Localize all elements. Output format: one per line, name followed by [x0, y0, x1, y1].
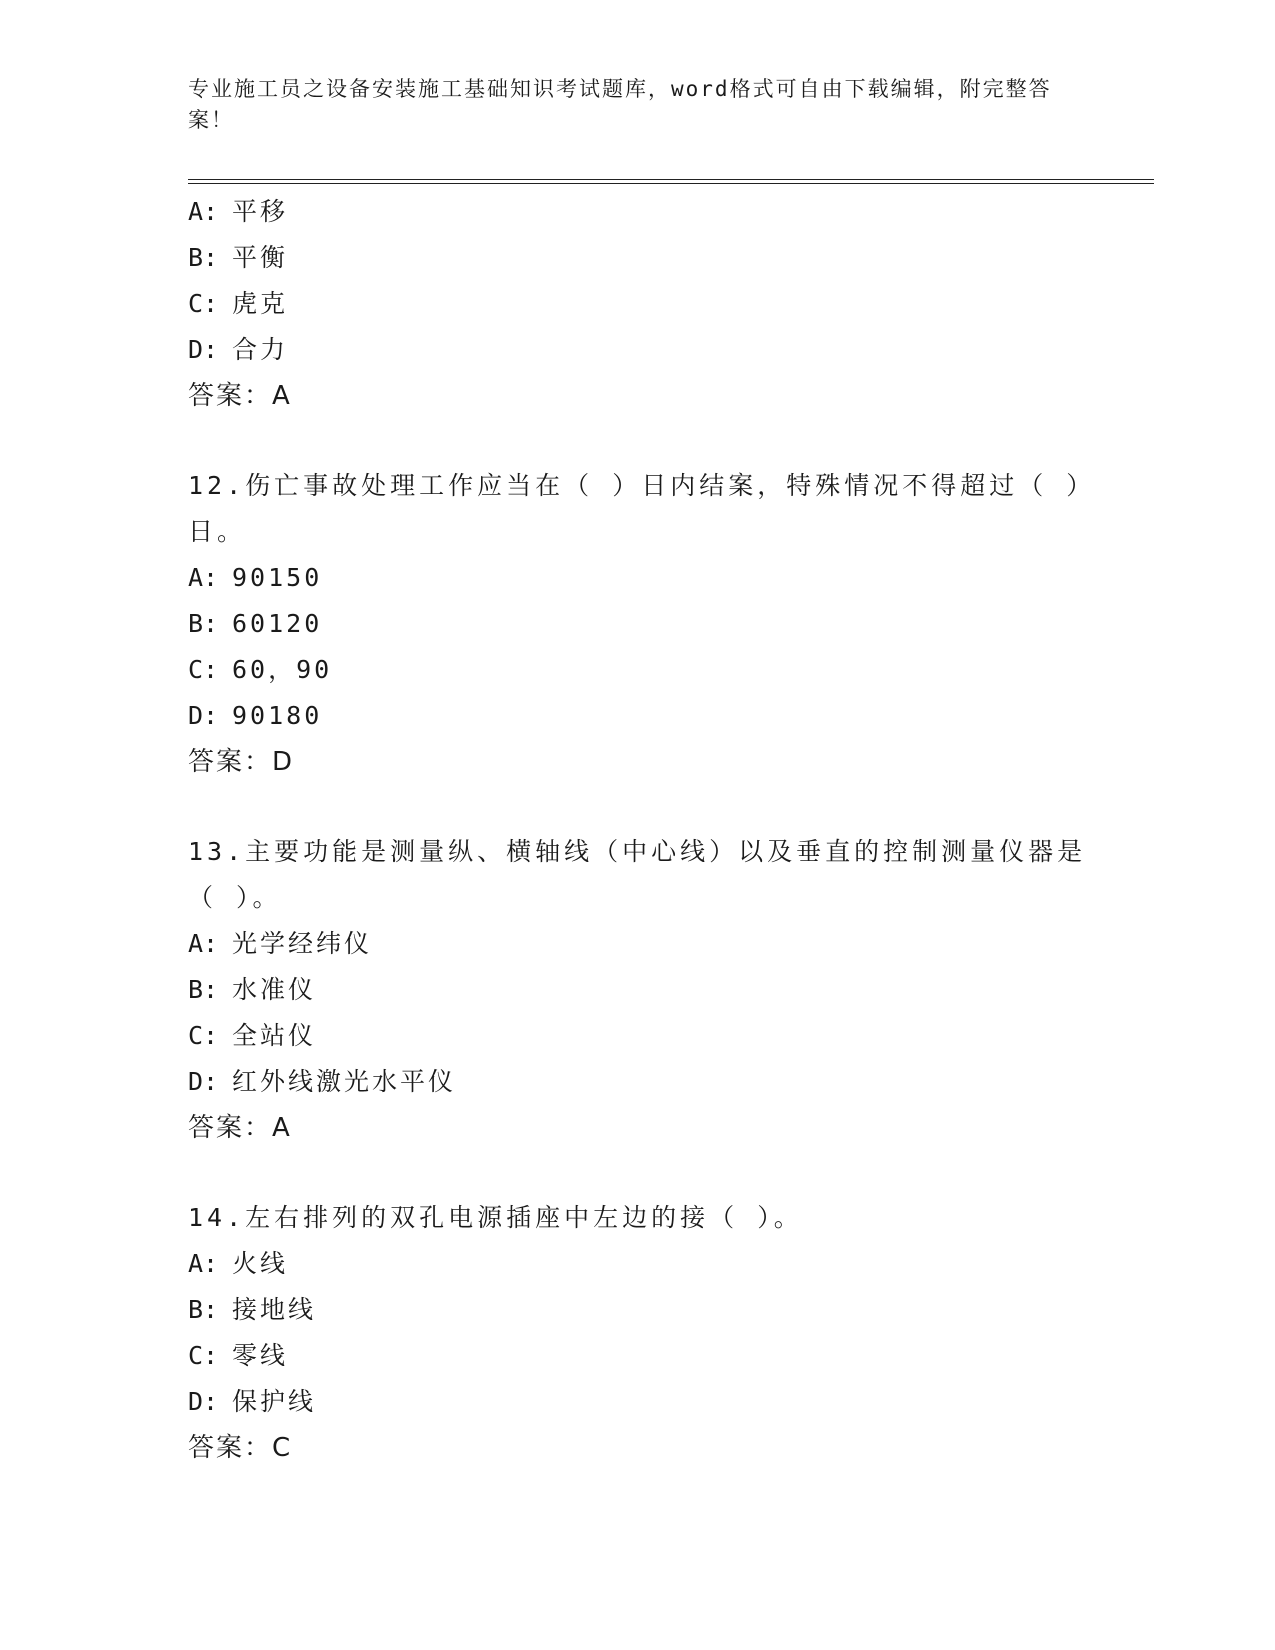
option-a [188, 189, 1088, 235]
option-b [188, 1287, 1088, 1333]
option-letter: D: [188, 701, 219, 730]
option-c [188, 281, 1088, 327]
option-text: 虎克 [232, 289, 289, 318]
option-a [188, 555, 1088, 601]
option-letter: B: [188, 243, 219, 272]
option-text: 光学经纬仪 [232, 929, 373, 958]
question-12 [188, 463, 1088, 785]
option-letter: A: [188, 197, 219, 226]
option-text: 红外线激光水平仪 [232, 1067, 457, 1096]
option-text: 90180 [232, 701, 323, 730]
question-text: 14.左右排列的双孔电源插座中左边的接（ ）。 [188, 1203, 803, 1232]
option-b [188, 967, 1088, 1013]
option-letter: C: [188, 1021, 219, 1050]
option-text: 90150 [232, 563, 323, 592]
question-13 [188, 829, 1088, 1151]
option-text: 平衡 [232, 243, 289, 272]
question-text: 13.主要功能是测量纵、横轴线（中心线）以及垂直的控制测量仪器是（ ）。 [188, 837, 1087, 912]
option-letter: A: [188, 929, 219, 958]
option-letter: D: [188, 335, 219, 364]
header-divider [188, 179, 1154, 184]
option-letter: C: [188, 289, 219, 318]
option-c [188, 1013, 1088, 1059]
option-letter: B: [188, 975, 219, 1004]
option-d [188, 693, 1088, 739]
option-d [188, 1379, 1088, 1425]
option-letter: B: [188, 609, 219, 638]
answer-line: 答案：D [188, 747, 295, 777]
option-text: 接地线 [232, 1295, 317, 1324]
question-list [188, 189, 1088, 1471]
option-a [188, 921, 1088, 967]
option-letter: A: [188, 563, 219, 592]
option-b [188, 601, 1088, 647]
option-text: 全站仪 [232, 1021, 317, 1050]
option-text: 火线 [232, 1249, 289, 1278]
option-letter: D: [188, 1067, 219, 1096]
option-text: 60，90 [232, 655, 333, 684]
question-11-partial [188, 189, 1088, 419]
option-c [188, 1333, 1088, 1379]
option-d [188, 327, 1088, 373]
option-letter: B: [188, 1295, 219, 1324]
option-text: 保护线 [232, 1387, 317, 1416]
option-d [188, 1059, 1088, 1105]
option-b [188, 235, 1088, 281]
option-text: 水准仪 [232, 975, 317, 1004]
answer-line: 答案：A [188, 1113, 292, 1143]
option-text: 合力 [232, 335, 289, 364]
question-14 [188, 1195, 1088, 1471]
answer-line: 答案：A [188, 381, 292, 411]
option-letter: D: [188, 1387, 219, 1416]
document-header: 专业施工员之设备安装施工基础知识考试题库，word格式可自由下载编辑，附完整答案！ [188, 77, 1052, 132]
option-letter: A: [188, 1249, 219, 1278]
option-letter: C: [188, 1341, 219, 1370]
option-letter: C: [188, 655, 219, 684]
option-text: 零线 [232, 1341, 289, 1370]
option-text: 60120 [232, 609, 323, 638]
answer-line: 答案：C [188, 1433, 293, 1463]
question-text: 12.伤亡事故处理工作应当在（ ）日内结案，特殊情况不得超过（ ）日。 [188, 471, 1083, 546]
option-a [188, 1241, 1088, 1287]
option-text: 平移 [232, 197, 289, 226]
option-c [188, 647, 1088, 693]
